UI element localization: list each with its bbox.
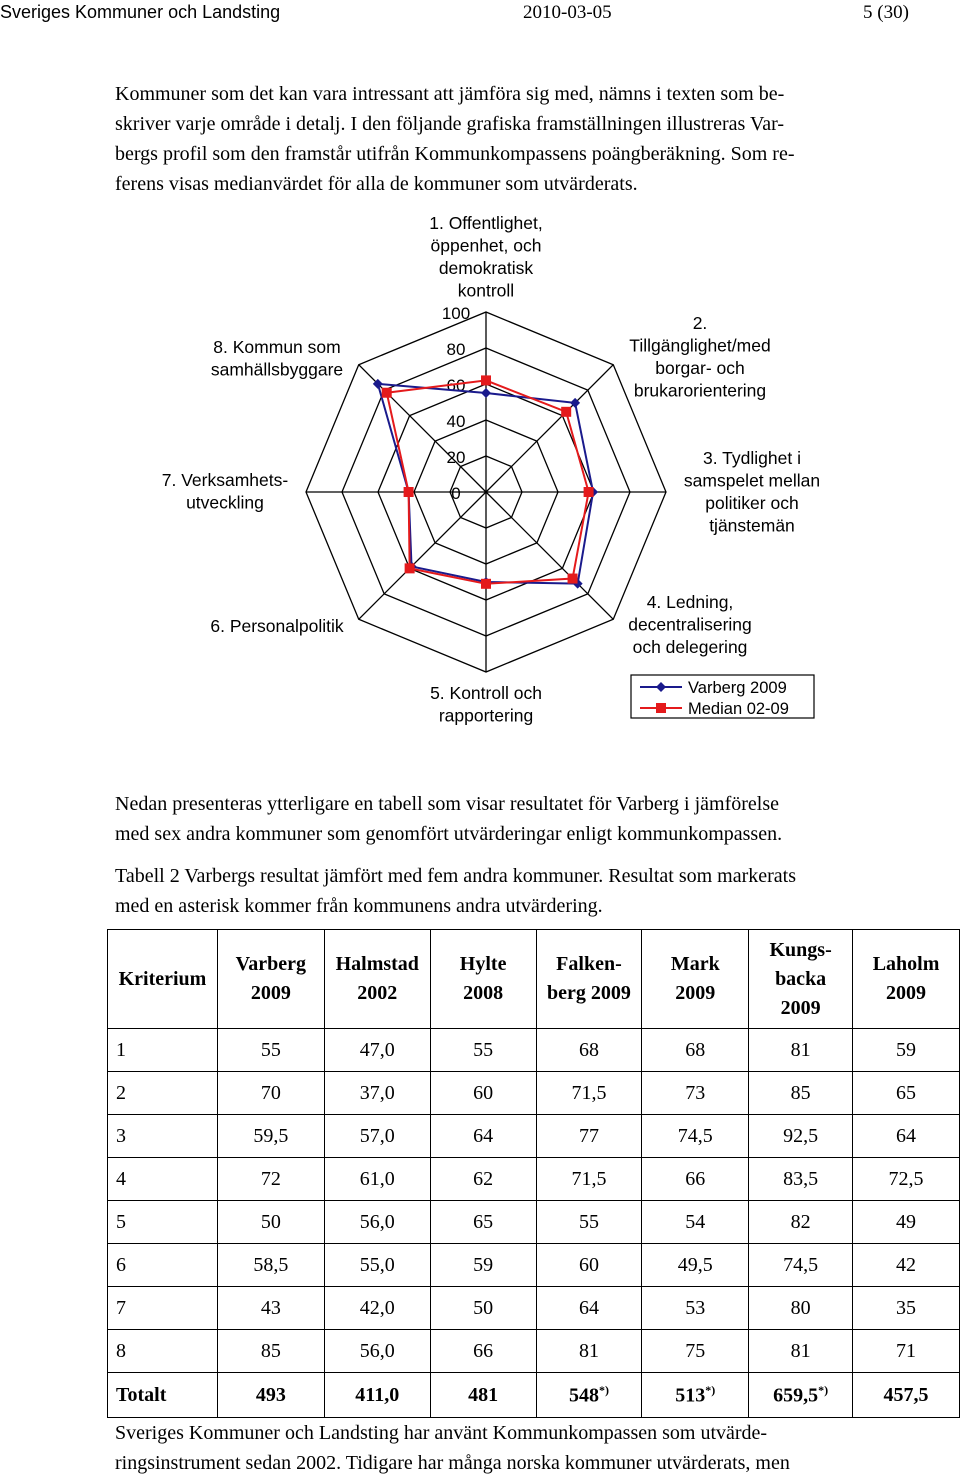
column-header bbox=[642, 930, 749, 1029]
score-cell: 50 bbox=[430, 1287, 536, 1330]
score-cell: 60 bbox=[536, 1244, 642, 1287]
score-cell: 81 bbox=[749, 1029, 853, 1072]
series-line bbox=[387, 380, 589, 583]
table-row bbox=[108, 1330, 960, 1373]
total-cell bbox=[217, 1373, 324, 1418]
intro-line: Kommuner som det kan vara intressant att jämföra sig med, nämns i texten som be- bbox=[115, 83, 785, 105]
score-cell: 68 bbox=[642, 1029, 749, 1072]
scale-tick-label: 60 bbox=[446, 376, 466, 395]
axis-label: och delegering bbox=[632, 637, 748, 657]
score-cell: 59,5 bbox=[217, 1115, 324, 1158]
table-header-row bbox=[108, 930, 960, 1029]
closing-line: ringsinstrument sedan 2002. Tidigare har många norska kommuner utvärderats, men bbox=[115, 1452, 790, 1474]
column-header-line: 2009 bbox=[675, 982, 716, 1004]
axis-label: 2. bbox=[692, 313, 708, 333]
score-cell: 65 bbox=[430, 1201, 536, 1244]
data-point bbox=[481, 388, 491, 398]
column-header-line: 2009 bbox=[886, 982, 927, 1004]
column-header-line: Laholm bbox=[872, 953, 940, 975]
scale-tick-label: 40 bbox=[446, 412, 466, 431]
axis-label: samhällsbyggare bbox=[210, 359, 344, 380]
axis-label: demokratisk bbox=[438, 258, 534, 278]
axis-label: politiker och bbox=[705, 493, 799, 513]
score-cell: 55 bbox=[536, 1201, 642, 1244]
table-row bbox=[108, 1201, 960, 1244]
closing-paragraph bbox=[115, 1418, 845, 1478]
score-cell: 35 bbox=[853, 1287, 960, 1330]
score-cell: 56,0 bbox=[324, 1330, 430, 1373]
header-page: 5 (30) bbox=[863, 2, 909, 23]
score-cell: 53 bbox=[642, 1287, 749, 1330]
score-cell: 75 bbox=[642, 1330, 749, 1373]
score-cell: 92,5 bbox=[749, 1115, 853, 1158]
score-cell: 73 bbox=[642, 1072, 749, 1115]
axis-label: borgar- och bbox=[655, 358, 745, 378]
column-header-line: berg 2009 bbox=[547, 982, 631, 1004]
legend-label: Varberg 2009 bbox=[688, 679, 787, 697]
column-header-line: 2002 bbox=[357, 982, 398, 1004]
radar-chart bbox=[0, 205, 960, 735]
table-caption bbox=[115, 861, 845, 921]
column-header-line: Kungs- bbox=[769, 938, 832, 961]
column-header bbox=[853, 930, 960, 1029]
column-header-line: Falken- bbox=[556, 953, 622, 975]
intro-line: bergs profil som den framstår utifrån Kommunkompassens poängberäkning. Som re- bbox=[115, 143, 795, 165]
table-row bbox=[108, 1029, 960, 1072]
caption-line: Tabell 2 Varbergs resultat jämfört med fem andra kommuner. Resultat som markerats bbox=[115, 865, 797, 887]
axis-label: samspelet mellan bbox=[683, 470, 821, 491]
axis-label: tjänstemän bbox=[709, 515, 795, 536]
total-value: 493 bbox=[255, 1383, 286, 1406]
score-cell: 54 bbox=[642, 1201, 749, 1244]
total-cell bbox=[324, 1373, 430, 1418]
data-point bbox=[404, 487, 414, 497]
column-header-line: backa bbox=[775, 967, 827, 990]
total-cell bbox=[430, 1373, 536, 1418]
table-row bbox=[108, 1072, 960, 1115]
score-cell: 58,5 bbox=[217, 1244, 324, 1287]
results-table bbox=[107, 929, 960, 1418]
column-header-line: Kriterium bbox=[118, 967, 207, 990]
criterion-cell: 5 bbox=[108, 1201, 218, 1244]
asterisk-mark: *) bbox=[705, 1382, 716, 1397]
score-cell: 62 bbox=[430, 1158, 536, 1201]
scale-tick-label: 100 bbox=[441, 304, 471, 323]
score-cell: 81 bbox=[536, 1330, 642, 1373]
score-cell: 55 bbox=[430, 1029, 536, 1072]
score-cell: 82 bbox=[749, 1201, 853, 1244]
column-header-line: Mark bbox=[670, 953, 720, 975]
total-value: 411,0 bbox=[355, 1383, 400, 1406]
column-header-line: 2009 bbox=[780, 996, 821, 1019]
axis-label: 4. Ledning, bbox=[646, 592, 734, 612]
score-cell: 42,0 bbox=[324, 1287, 430, 1330]
criterion-cell: 2 bbox=[108, 1072, 218, 1115]
axis-label: 8. Kommun som bbox=[213, 337, 341, 357]
table-row bbox=[108, 1158, 960, 1201]
scale-tick-label: 0 bbox=[451, 484, 461, 503]
total-value: 548 bbox=[568, 1384, 599, 1407]
total-value: 513 bbox=[675, 1384, 706, 1407]
header-org: Sveriges Kommuner och Landsting bbox=[0, 2, 281, 22]
total-cell bbox=[749, 1373, 853, 1418]
intro-line: skriver varje område i detalj. I den följande grafiska framställningen illustreras Var- bbox=[115, 113, 784, 135]
mid-line: med sex andra kommuner som genomfört utvärderingar enligt kommunkompassen. bbox=[115, 823, 783, 845]
score-cell: 66 bbox=[642, 1158, 749, 1201]
axis-label: Tillgänglighet/med bbox=[629, 335, 771, 356]
column-header bbox=[324, 930, 430, 1029]
score-cell: 50 bbox=[217, 1201, 324, 1244]
axis-label: 5. Kontroll och bbox=[430, 683, 542, 703]
column-header bbox=[536, 930, 642, 1029]
score-cell: 57,0 bbox=[324, 1115, 430, 1158]
score-cell: 43 bbox=[217, 1287, 324, 1330]
data-point bbox=[561, 407, 571, 417]
header-date: 2010-03-05 bbox=[523, 2, 612, 23]
axis-label: decentralisering bbox=[628, 614, 752, 635]
table-row bbox=[108, 1115, 960, 1158]
asterisk-mark: *) bbox=[818, 1382, 829, 1397]
axis-label: rapportering bbox=[438, 705, 534, 726]
column-header bbox=[108, 930, 218, 1029]
score-cell: 37,0 bbox=[324, 1072, 430, 1115]
asterisk-mark: *) bbox=[598, 1382, 609, 1397]
column-header-line: 2009 bbox=[250, 982, 291, 1004]
column-header bbox=[430, 930, 536, 1029]
score-cell: 47,0 bbox=[324, 1029, 430, 1072]
total-cell bbox=[642, 1373, 749, 1418]
table-row bbox=[108, 1244, 960, 1287]
score-cell: 72 bbox=[217, 1158, 324, 1201]
score-cell: 64 bbox=[430, 1115, 536, 1158]
score-cell: 59 bbox=[430, 1244, 536, 1287]
score-cell: 49 bbox=[853, 1201, 960, 1244]
score-cell: 59 bbox=[853, 1029, 960, 1072]
legend-label: Median 02-09 bbox=[688, 700, 789, 718]
score-cell: 60 bbox=[430, 1072, 536, 1115]
score-cell: 74,5 bbox=[749, 1244, 853, 1287]
legend-marker bbox=[656, 703, 666, 713]
column-header-line: 2008 bbox=[463, 982, 504, 1004]
score-cell: 64 bbox=[536, 1287, 642, 1330]
score-cell: 55 bbox=[217, 1029, 324, 1072]
intro-line: ferens visas medianvärdet för alla de kommuner som utvärderats. bbox=[115, 173, 638, 195]
score-cell: 70 bbox=[217, 1072, 324, 1115]
axis-label: 1. Offentlighet, bbox=[429, 213, 543, 233]
total-cell bbox=[853, 1373, 960, 1418]
data-point bbox=[568, 574, 578, 584]
score-cell: 49,5 bbox=[642, 1244, 749, 1287]
axis-label: 6. Personalpolitik bbox=[210, 616, 344, 636]
score-cell: 77 bbox=[536, 1115, 642, 1158]
score-cell: 85 bbox=[217, 1330, 324, 1373]
score-cell: 71,5 bbox=[536, 1158, 642, 1201]
axis-label: öppenhet, och bbox=[430, 235, 542, 256]
total-cell bbox=[536, 1373, 642, 1418]
criterion-cell: 8 bbox=[108, 1330, 218, 1373]
data-point bbox=[584, 487, 594, 497]
score-cell: 71 bbox=[853, 1330, 960, 1373]
criterion-cell: 3 bbox=[108, 1115, 218, 1158]
scale-tick-label: 20 bbox=[446, 448, 466, 467]
column-header-line: Hylte bbox=[459, 953, 507, 975]
data-point bbox=[481, 579, 491, 589]
score-cell: 56,0 bbox=[324, 1201, 430, 1244]
column-header-line: Halmstad bbox=[335, 953, 419, 975]
data-point bbox=[405, 563, 415, 573]
mid-paragraph bbox=[115, 789, 845, 849]
caption-line: med en asterisk kommer från kommunens andra utvärdering. bbox=[115, 895, 603, 917]
criterion-cell: 4 bbox=[108, 1158, 218, 1201]
score-cell: 68 bbox=[536, 1029, 642, 1072]
score-cell: 85 bbox=[749, 1072, 853, 1115]
column-header-line: Varberg bbox=[235, 953, 307, 975]
column-header bbox=[749, 930, 853, 1029]
scale-tick-label: 80 bbox=[446, 340, 466, 359]
column-header bbox=[217, 930, 324, 1029]
closing-line: Sveriges Kommuner och Landsting har använt Kommunkompassen som utvärde- bbox=[115, 1422, 768, 1444]
data-point bbox=[382, 388, 392, 398]
axis-label: utveckling bbox=[186, 492, 264, 513]
score-cell: 61,0 bbox=[324, 1158, 430, 1201]
total-label: Totalt bbox=[108, 1373, 218, 1418]
axis-label: brukarorientering bbox=[633, 380, 767, 401]
axis-label: 7. Verksamhets- bbox=[161, 470, 289, 490]
score-cell: 66 bbox=[430, 1330, 536, 1373]
score-cell: 72,5 bbox=[853, 1158, 960, 1201]
score-cell: 80 bbox=[749, 1287, 853, 1330]
score-cell: 74,5 bbox=[642, 1115, 749, 1158]
total-value: 659,5 bbox=[773, 1384, 819, 1407]
axis-label: kontroll bbox=[457, 280, 515, 301]
score-cell: 71,5 bbox=[536, 1072, 642, 1115]
score-cell: 42 bbox=[853, 1244, 960, 1287]
score-cell: 65 bbox=[853, 1072, 960, 1115]
criterion-cell: 6 bbox=[108, 1244, 218, 1287]
axis-label: 3. Tydlighet i bbox=[703, 448, 801, 468]
score-cell: 81 bbox=[749, 1330, 853, 1373]
score-cell: 64 bbox=[853, 1115, 960, 1158]
total-value: 481 bbox=[468, 1383, 499, 1406]
criterion-cell: 1 bbox=[108, 1029, 218, 1072]
total-row bbox=[108, 1373, 960, 1418]
score-cell: 55,0 bbox=[324, 1244, 430, 1287]
criterion-cell: 7 bbox=[108, 1287, 218, 1330]
intro-paragraph bbox=[115, 79, 845, 199]
total-value: 457,5 bbox=[883, 1383, 929, 1406]
data-point bbox=[481, 375, 491, 385]
mid-line: Nedan presenteras ytterligare en tabell som visar resultatet för Varberg i jämförelse bbox=[115, 793, 780, 815]
score-cell: 83,5 bbox=[749, 1158, 853, 1201]
table-row bbox=[108, 1287, 960, 1330]
